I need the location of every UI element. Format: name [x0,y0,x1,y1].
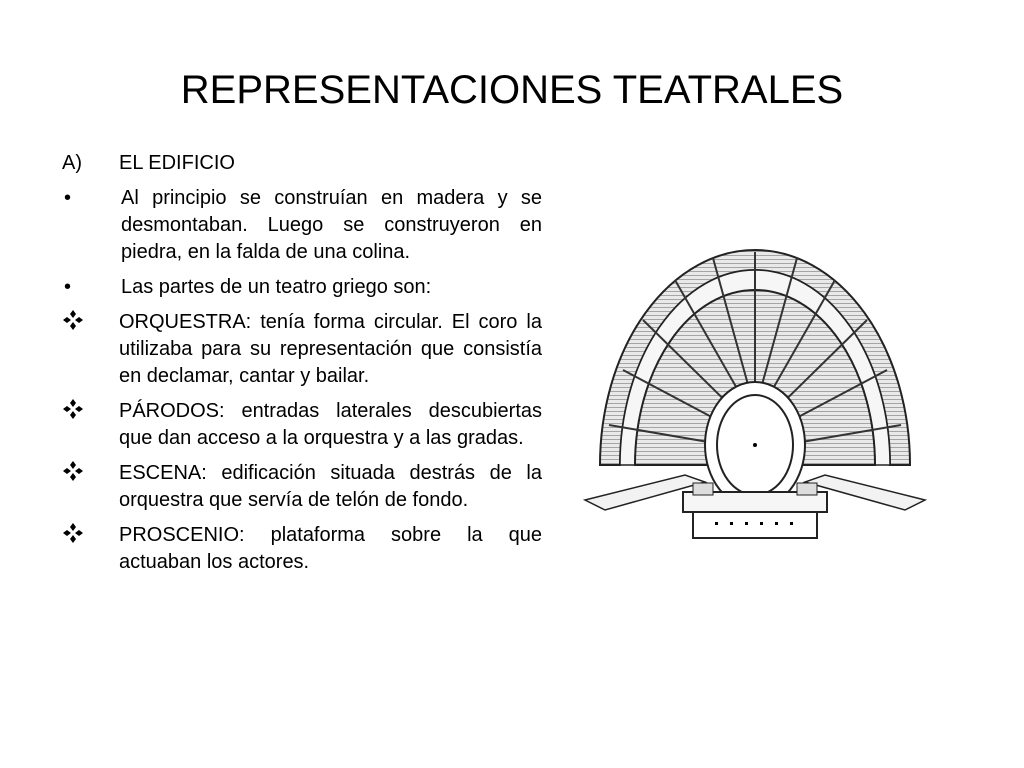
list-item-text: Al principio se construían en madera y se desmontaban. Luego se construyeron en piedra, en la falda de una colina. [121,187,542,263]
list-marker [62,309,119,336]
paraskenion-left [693,483,713,495]
diamond-icon [62,522,84,544]
list-item [62,185,542,266]
list-marker [62,398,119,425]
list-item [62,150,542,177]
slide-title: REPRESENTACIONES TEATRALES [180,68,844,112]
bullet-icon: • [64,187,72,209]
bullet-icon: • [64,276,72,298]
diamond-icon [62,398,84,420]
list-item [62,522,542,576]
thymele-dot [753,443,757,447]
theatre-plan-svg [575,200,935,560]
greek-theatre-plan-illustration [575,200,935,560]
list-marker: A) [62,152,82,174]
list-marker [62,460,119,487]
list-marker [62,522,119,549]
list-item-text: EL EDIFICIO [119,152,235,174]
list-item [62,309,542,390]
skene [693,512,817,538]
list-item-text: ESCENA: edificación situada destrás de la orquestra que servía de telón de fondo. [119,462,542,511]
list-item-text: Las partes de un teatro griego son: [121,276,432,298]
list-item-text: PROSCENIO: plataforma sobre la que actuaban los actores. [119,524,542,573]
diamond-icon [62,460,84,482]
list-item-text: ORQUESTRA: tenía forma circular. El coro la utilizaba para su representación que consistía en declamar, cantar y bailar. [119,311,542,387]
list-item [62,398,542,452]
list-item [62,460,542,514]
paraskenion-right [797,483,817,495]
list-item [62,274,542,301]
diamond-icon [62,309,84,331]
slide-body [62,150,542,584]
list-item-text: PÁRODOS: entradas laterales descubiertas que dan acceso a la orquestra y a las gradas. [119,400,542,449]
